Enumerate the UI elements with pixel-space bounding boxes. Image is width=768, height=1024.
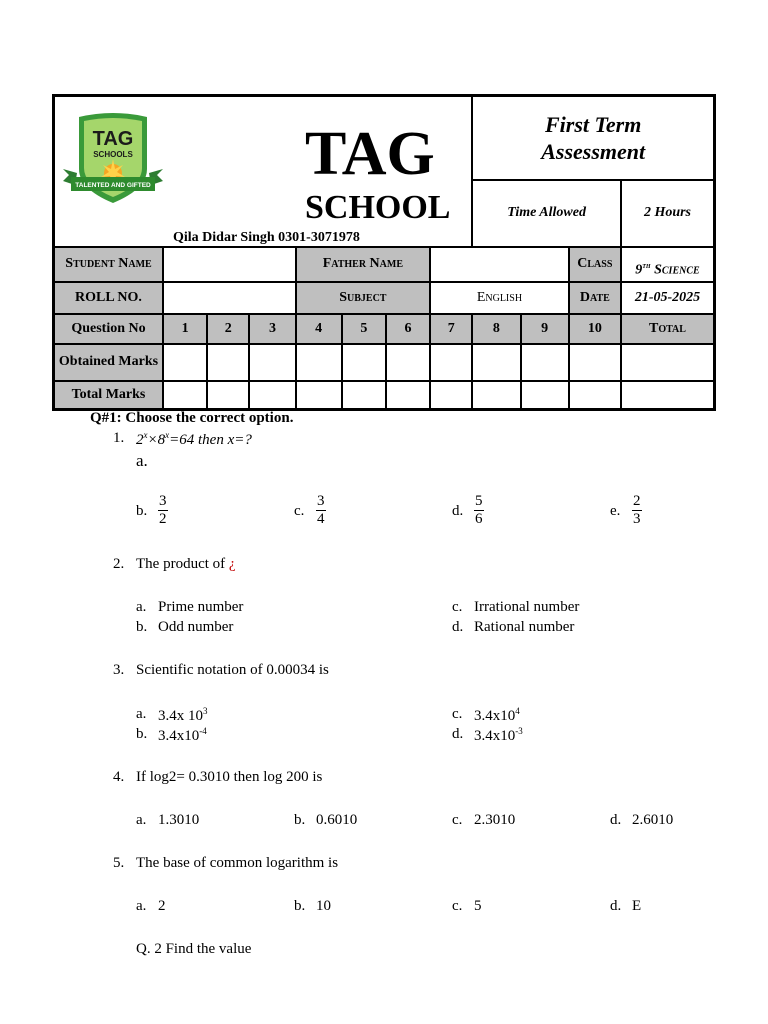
time-label-cell bbox=[472, 180, 621, 247]
q3-c-sup: 4 bbox=[515, 706, 520, 716]
q3-option-b-label[interactable]: b. bbox=[136, 726, 148, 742]
total-marks-cell[interactable] bbox=[207, 381, 249, 410]
frac-den: 2 bbox=[159, 511, 167, 527]
total-marks-total-cell[interactable] bbox=[621, 381, 715, 410]
brand-cell bbox=[54, 96, 473, 247]
obtained-cell[interactable] bbox=[163, 344, 207, 381]
date-value: 21-05-2025 bbox=[621, 282, 715, 314]
logo-mid-text: SCHOOLS bbox=[93, 150, 133, 159]
q2-option-a-label[interactable]: a. bbox=[136, 599, 147, 615]
q3-option-c[interactable] bbox=[474, 706, 520, 725]
total-marks-cell[interactable] bbox=[521, 381, 569, 410]
obtained-cell[interactable] bbox=[569, 344, 621, 381]
q1-exp1: x bbox=[143, 430, 148, 440]
obtained-cell[interactable] bbox=[430, 344, 472, 381]
frac-den: 6 bbox=[475, 511, 483, 527]
q5-option-c-label[interactable]: c. bbox=[452, 898, 463, 914]
total-marks-cell[interactable] bbox=[249, 381, 295, 410]
subject-value: English bbox=[430, 282, 569, 314]
obtained-marks-label: Obtained Marks bbox=[54, 344, 163, 381]
q3-number: 3. bbox=[113, 662, 125, 678]
total-marks-cell[interactable] bbox=[163, 381, 207, 410]
q2-text bbox=[136, 556, 236, 573]
class-num: 9 bbox=[635, 262, 643, 278]
obtained-total-cell[interactable] bbox=[621, 344, 715, 381]
school-logo bbox=[61, 111, 165, 207]
father-name-field[interactable] bbox=[430, 247, 569, 282]
logo-ribbon-text: TALENTED AND GIFTED bbox=[75, 182, 151, 189]
q4-option-c[interactable]: 2.3010 bbox=[474, 812, 516, 828]
frac-num: 3 bbox=[159, 493, 167, 509]
school-subtitle: SCHOOL bbox=[305, 189, 451, 226]
frac-den: 3 bbox=[633, 511, 641, 527]
obtained-cell[interactable] bbox=[249, 344, 295, 381]
section1-heading: Q#1: Choose the correct option. bbox=[90, 410, 294, 426]
q1-then: then x=? bbox=[198, 432, 252, 448]
total-marks-cell[interactable] bbox=[342, 381, 386, 410]
frac-num: 5 bbox=[475, 493, 483, 509]
q5-text: The base of common logarithm is bbox=[136, 855, 339, 871]
q1-exp2: x bbox=[165, 430, 170, 440]
col-4: 4 bbox=[296, 314, 342, 344]
student-name-label: Student Name bbox=[54, 247, 163, 282]
class-value bbox=[621, 247, 715, 282]
col-5: 5 bbox=[342, 314, 386, 344]
q2-option-d-label[interactable]: d. bbox=[452, 619, 464, 635]
header-table bbox=[52, 94, 716, 411]
q3-text: Scientific notation of 0.00034 is bbox=[136, 662, 329, 678]
q5-option-d[interactable]: E bbox=[632, 898, 642, 914]
q5-option-d-label[interactable]: d. bbox=[610, 898, 622, 914]
question-no-label: Question No bbox=[54, 314, 163, 344]
q5-number: 5. bbox=[113, 855, 125, 871]
total-marks-label: Total Marks bbox=[54, 381, 163, 410]
total-marks-cell[interactable] bbox=[472, 381, 520, 410]
q3-option-a[interactable] bbox=[158, 706, 208, 725]
q2-option-b[interactable]: Odd number bbox=[158, 619, 234, 635]
q1-option-d-label[interactable]: d. bbox=[452, 503, 464, 519]
frac-num: 2 bbox=[633, 493, 641, 509]
q5-option-c[interactable]: 5 bbox=[474, 898, 482, 914]
q1-times: × bbox=[147, 432, 158, 448]
q3-b-text: 3.4x10 bbox=[158, 728, 200, 744]
q2-option-d[interactable]: Rational number bbox=[474, 619, 575, 635]
time-value-cell bbox=[621, 180, 715, 247]
roll-label: ROLL NO. bbox=[54, 282, 163, 314]
q5-option-b-label[interactable]: b. bbox=[294, 898, 306, 914]
q5-option-a-label[interactable]: a. bbox=[136, 898, 147, 914]
school-title: TAG bbox=[305, 120, 435, 188]
q3-d-text: 3.4x10 bbox=[474, 728, 516, 744]
obtained-cell[interactable] bbox=[342, 344, 386, 381]
col-2: 2 bbox=[207, 314, 249, 344]
class-sup: th bbox=[642, 259, 651, 270]
q1-option-e-label[interactable]: e. bbox=[610, 503, 621, 519]
frac-num: 3 bbox=[317, 493, 325, 509]
q1-option-b-frac bbox=[158, 493, 168, 528]
date-label: Date bbox=[569, 282, 621, 314]
obtained-cell[interactable] bbox=[207, 344, 249, 381]
q1-base1: 2 bbox=[136, 432, 144, 448]
q3-option-d-label[interactable]: d. bbox=[452, 726, 464, 742]
q2-glyph: ¿ bbox=[228, 556, 236, 572]
q1-rest: =64 bbox=[169, 432, 198, 448]
col-8: 8 bbox=[472, 314, 520, 344]
q4-option-c-label[interactable]: c. bbox=[452, 812, 463, 828]
subject-label: Subject bbox=[296, 282, 431, 314]
col-6: 6 bbox=[386, 314, 430, 344]
q3-option-b[interactable] bbox=[158, 726, 207, 745]
time-value: 2 Hours bbox=[643, 205, 692, 220]
q1-option-b-label[interactable]: b. bbox=[136, 503, 148, 519]
q4-text: If log2= 0.3010 then log 200 is bbox=[136, 769, 323, 785]
q1-option-d-frac bbox=[474, 493, 484, 528]
q3-a-text: 3.4x 10 bbox=[158, 708, 203, 724]
total-marks-cell[interactable] bbox=[569, 381, 621, 410]
obtained-cell[interactable] bbox=[296, 344, 342, 381]
q1-option-c-label[interactable]: c. bbox=[294, 503, 305, 519]
term-cell bbox=[472, 96, 714, 180]
student-name-field[interactable] bbox=[163, 247, 296, 282]
obtained-cell[interactable] bbox=[521, 344, 569, 381]
q3-option-a-label[interactable]: a. bbox=[136, 706, 147, 722]
q1-number: 1. bbox=[113, 430, 125, 446]
q3-d-sup: -3 bbox=[515, 726, 523, 736]
school-address: Qila Didar Singh 0301-3071978 bbox=[173, 230, 360, 245]
q5-option-a[interactable]: 2 bbox=[158, 898, 166, 914]
q3-a-sup: 3 bbox=[203, 706, 208, 716]
father-name-label: Father Name bbox=[296, 247, 431, 282]
class-text: Science bbox=[654, 262, 700, 278]
q4-option-b[interactable]: 0.6010 bbox=[316, 812, 358, 828]
q3-c-text: 3.4x10 bbox=[474, 708, 516, 724]
col-9: 9 bbox=[521, 314, 569, 344]
class-label: Class bbox=[569, 247, 621, 282]
q2-option-a[interactable]: Prime number bbox=[158, 599, 244, 615]
q4-option-d-label[interactable]: d. bbox=[610, 812, 622, 828]
col-10: 10 bbox=[569, 314, 621, 344]
obtained-cell[interactable] bbox=[472, 344, 520, 381]
q1-option-e-frac bbox=[632, 493, 642, 528]
q3-option-d[interactable] bbox=[474, 726, 523, 745]
q3-option-c-label[interactable]: c. bbox=[452, 706, 463, 722]
q4-option-a-label[interactable]: a. bbox=[136, 812, 147, 828]
q2-option-b-label[interactable]: b. bbox=[136, 619, 148, 635]
q2-number: 2. bbox=[113, 556, 125, 572]
term-title: First Term Assessment bbox=[541, 111, 646, 164]
q2-text-main: The product of bbox=[136, 556, 229, 572]
section2-heading: Q. 2 Find the value bbox=[136, 941, 252, 957]
total-marks-cell[interactable] bbox=[386, 381, 430, 410]
q1-option-a[interactable]: a. bbox=[136, 451, 148, 470]
roll-field[interactable] bbox=[163, 282, 296, 314]
q4-number: 4. bbox=[113, 769, 125, 785]
q4-option-a[interactable]: 1.3010 bbox=[158, 812, 200, 828]
q2-option-c-label[interactable]: c. bbox=[452, 599, 463, 615]
q4-option-b-label[interactable]: b. bbox=[294, 812, 306, 828]
total-marks-cell[interactable] bbox=[296, 381, 342, 410]
obtained-cell[interactable] bbox=[386, 344, 430, 381]
frac-den: 4 bbox=[317, 511, 325, 527]
col-7: 7 bbox=[430, 314, 472, 344]
logo-top-text: TAG bbox=[92, 128, 134, 150]
total-col-label: Total bbox=[621, 314, 715, 344]
q1-option-c-frac bbox=[316, 493, 326, 528]
total-marks-cell[interactable] bbox=[430, 381, 472, 410]
q4-option-d[interactable]: 2.6010 bbox=[632, 812, 674, 828]
q2-option-c[interactable]: Irrational number bbox=[474, 599, 580, 615]
col-1: 1 bbox=[163, 314, 207, 344]
q1-equation bbox=[136, 430, 252, 449]
q5-option-b[interactable]: 10 bbox=[316, 898, 331, 914]
q1-base2: 8 bbox=[157, 432, 166, 448]
col-3: 3 bbox=[249, 314, 295, 344]
q3-b-sup: -4 bbox=[199, 726, 207, 736]
time-label: Time Allowed bbox=[507, 205, 586, 220]
